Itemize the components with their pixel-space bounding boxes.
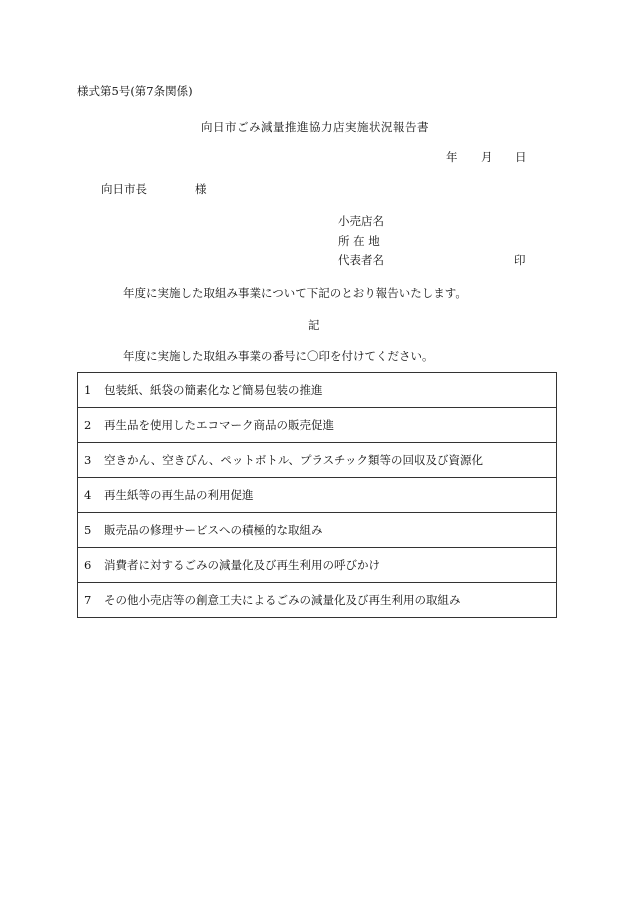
- location-label: 所 在 地: [338, 234, 380, 248]
- initiative-text: 販売品の修理サービスへの積極的な取組み: [104, 523, 323, 537]
- table-row: [78, 478, 557, 513]
- initiative-number: 4: [84, 488, 92, 502]
- initiative-cell: [78, 583, 557, 618]
- table-row: [78, 408, 557, 443]
- addressee-office: 向日市長: [101, 182, 147, 196]
- store-name-label: 小売店名: [338, 214, 384, 228]
- instruction-text: 年度に実施した取組み事業の番号に〇印を付けてください。: [123, 349, 434, 363]
- initiative-number: 6: [84, 558, 92, 572]
- date-month: 月: [481, 150, 493, 164]
- initiative-text: 消費者に対するごみの減量化及び再生利用の呼びかけ: [104, 558, 380, 572]
- initiative-cell: [78, 373, 557, 408]
- initiative-text: その他小売店等の創意工夫によるごみの減量化及び再生利用の取組み: [104, 593, 461, 607]
- initiative-number: 3: [84, 453, 92, 467]
- document-title: 向日市ごみ減量推進協力店実施状況報告書: [201, 120, 429, 134]
- seal-mark: 印: [514, 253, 526, 267]
- initiative-cell: [78, 548, 557, 583]
- initiative-number: 5: [84, 523, 92, 537]
- addressee-honorific: 様: [195, 182, 207, 196]
- initiative-number: 1: [84, 383, 92, 397]
- representative-label: 代表者名: [338, 253, 384, 267]
- initiative-cell: [78, 408, 557, 443]
- initiative-text: 包装紙、紙袋の簡素化など簡易包装の推進: [104, 383, 323, 397]
- initiative-number: 2: [84, 418, 92, 432]
- form-number: 様式第5号(第7条関係): [77, 84, 193, 98]
- table-row: [78, 548, 557, 583]
- initiative-text: 再生品を使用したエコマーク商品の販売促進: [104, 418, 334, 432]
- date-day: 日: [515, 150, 527, 164]
- initiatives-table: [77, 372, 557, 618]
- initiative-text: 再生紙等の再生品の利用促進: [104, 488, 254, 502]
- report-statement: 年度に実施した取組み事業について下記のとおり報告いたします。: [123, 286, 467, 300]
- initiative-text: 空きかん、空きびん、ペットボトル、プラスチック類等の回収及び資源化: [104, 453, 484, 467]
- initiative-number: 7: [84, 593, 92, 607]
- ki-heading: 記: [308, 318, 320, 332]
- initiative-cell: [78, 513, 557, 548]
- date-year: 年: [446, 150, 458, 164]
- initiative-cell: [78, 443, 557, 478]
- table-row: [78, 583, 557, 618]
- table-row: [78, 443, 557, 478]
- table-row: [78, 373, 557, 408]
- table-row: [78, 513, 557, 548]
- initiative-cell: [78, 478, 557, 513]
